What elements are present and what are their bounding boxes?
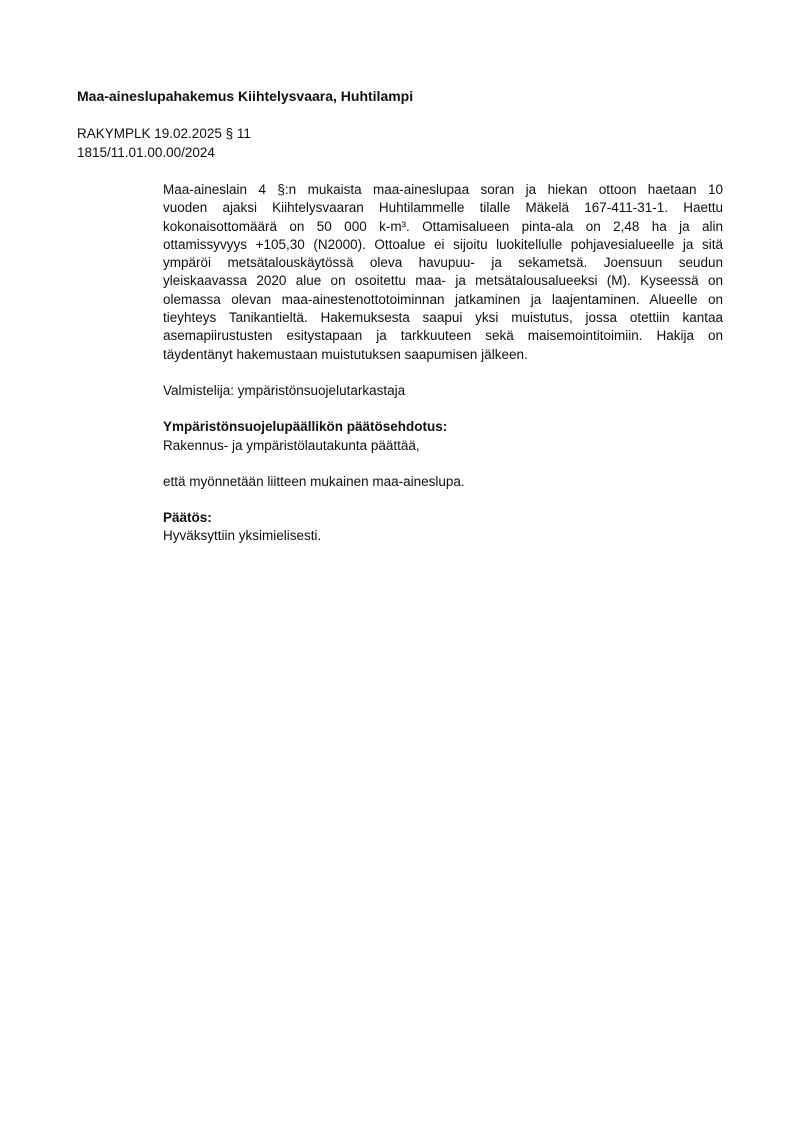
proposal-section [163,418,723,455]
description-line: tieyhteys Tanikantieltä. Hakemuksesta saapui yksi muistutus, jossa otettiin kantaa [163,310,723,326]
proposal-intro: Rakennus- ja ympäristölautakunta päättää, [163,437,420,453]
decision-section [163,509,723,546]
case-number: 1815/11.01.00.00/2024 [77,144,215,160]
decision-heading: Päätös: [163,510,212,526]
description-line: vuoden ajaksi Kiihtelysvaaran Huhtilammelle tilalle Mäkelä 167-411-31-1. Haettu [163,200,723,216]
meeting-reference: RAKYMPLK 19.02.2025 § 11 [77,126,251,141]
description-line: olemassa olevan maa-ainestenottotoiminnan jatkaminen ja laajentaminen. Alueelle on [163,291,723,307]
proposal-heading: Ympäristönsuojelupäällikön päätösehdotus: [163,419,448,435]
description-paragraph [163,181,723,364]
decision-text: Hyväksyttiin yksimielisesti. [163,528,322,544]
proposal-text: että myönnetään liitteen mukainen maa-aineslupa. [163,473,465,489]
description-line: Maa-aineslain 4 §:n mukaista maa-aineslupaa soran ja hiekan ottoon haetaan 10 [163,182,723,197]
meeting-meta [77,125,251,162]
preparer: Valmistelija: ympäristönsuojelutarkastaja [163,382,406,398]
document-title: Maa-aineslupahakemus Kiihtelysvaara, Huhtilampi [77,88,414,104]
description-line: kokonaisottomäärä on 50 000 k-m³. Ottamisalueen pinta-ala on 2,48 ha ja alin [163,218,723,234]
description-line: asemapiirustusten esitystapaan ja tarkkuuteen sekä maisemointitoimiin. Hakija on [163,328,723,344]
description-line: täydentänyt hakemustaan muistutuksen saapumisen jälkeen. [163,346,528,362]
description-line: ympäröi metsätalouskäytössä oleva havupuu- ja sekametsä. Joensuun seudun [163,255,723,271]
description-line: yleiskaavassa 2020 alue on osoitettu maa- ja metsätalousalueeksi (M). Kyseessä on [163,273,723,289]
description-line: ottamissyvyys +105,30 (N2000). Ottoalue ei sijoitu luokitellulle pohjavesialueelle ja sitä [163,236,723,252]
document-body [163,181,723,546]
